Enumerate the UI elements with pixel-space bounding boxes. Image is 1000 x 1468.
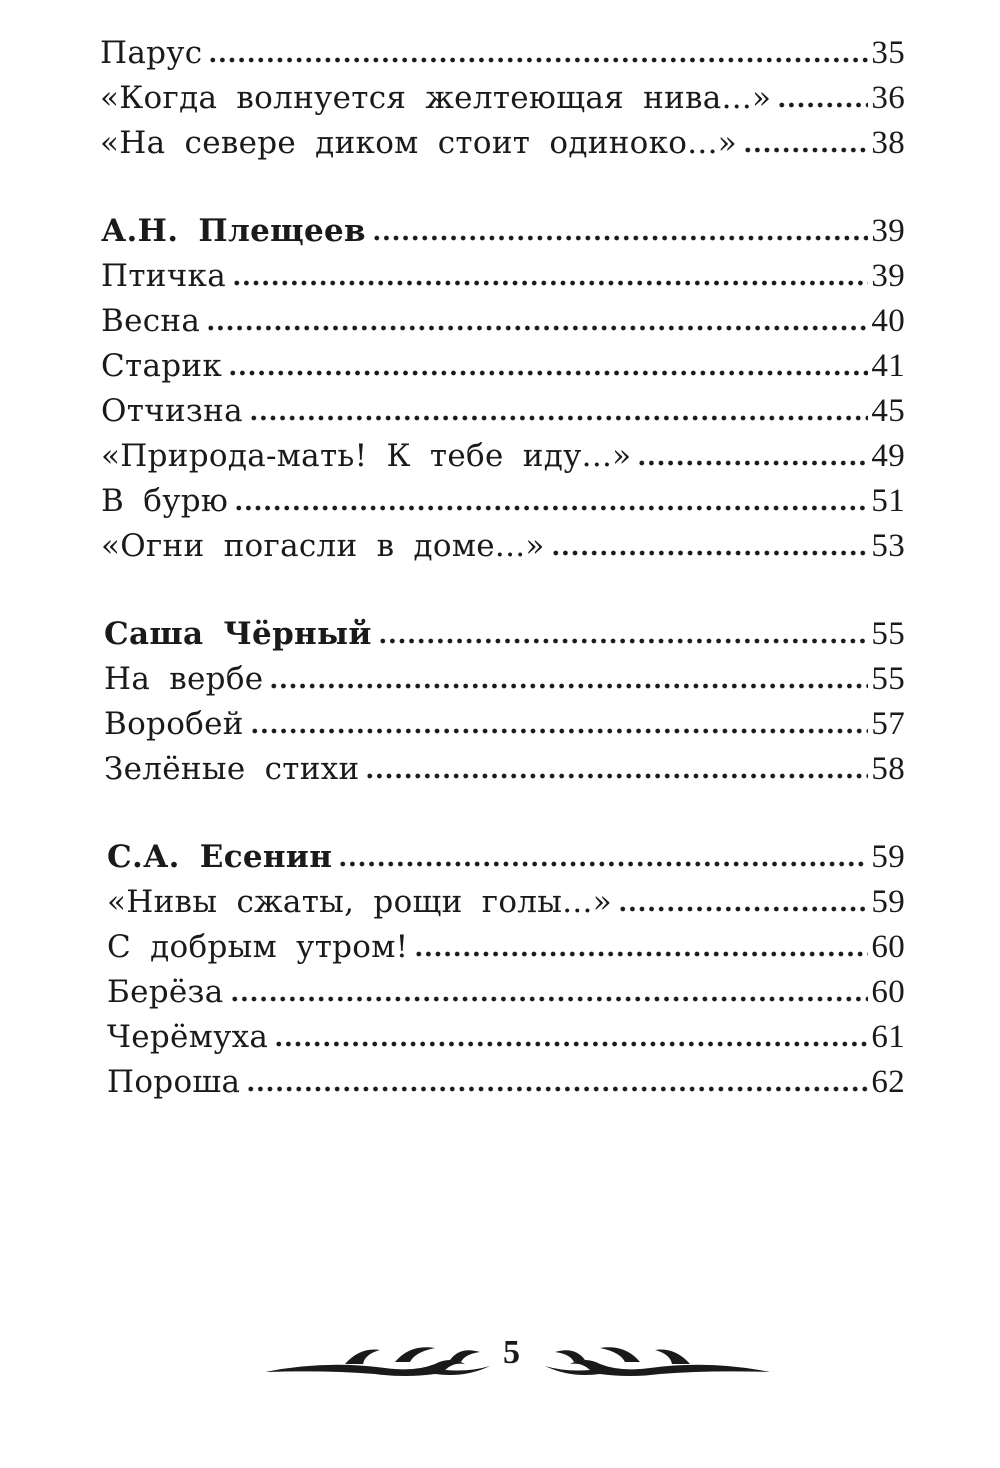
toc-author-row: [104, 616, 905, 661]
toc-entry-row: [101, 528, 905, 573]
dot-leader: [234, 505, 868, 511]
dot-leader: [378, 638, 869, 644]
page-number: 5: [503, 1334, 520, 1371]
entry-title: Воробей: [104, 706, 244, 742]
dot-leader: [743, 147, 868, 153]
entry-title: Зелёные стихи: [104, 751, 360, 787]
dot-leader: [206, 325, 868, 331]
page-ref: 59: [871, 884, 905, 920]
left-ornament-icon: [265, 1342, 490, 1382]
entry-title: На вербе: [104, 661, 264, 697]
dot-leader: [246, 1086, 868, 1092]
dot-leader: [232, 280, 868, 286]
toc-entry-row: [101, 393, 905, 438]
author-name: Саша Чёрный: [104, 616, 372, 652]
page-ref: 38: [871, 125, 905, 161]
entry-title: Пороша: [107, 1064, 241, 1100]
dot-leader: [777, 102, 868, 108]
page-ref: 39: [871, 213, 905, 249]
author-name: А.Н. Плещеев: [101, 213, 366, 249]
page-ref: 35: [871, 35, 905, 71]
dot-leader: [228, 370, 868, 376]
toc-entry-row: [101, 483, 905, 528]
toc-entry-row: [100, 35, 905, 80]
toc-entry-row: [101, 438, 905, 483]
entry-title: Отчизна: [101, 393, 243, 429]
table-of-contents: [100, 35, 905, 1152]
page-ref: 60: [871, 929, 905, 965]
dot-leader: [338, 861, 868, 867]
dot-leader: [372, 235, 868, 241]
toc-entry-row: [107, 1064, 905, 1109]
toc-entry-row: [107, 1019, 905, 1064]
entry-title: «Природа-мать! К тебе иду...»: [101, 438, 632, 474]
page-ref: 40: [871, 303, 905, 339]
page-ref: 58: [871, 751, 905, 787]
dot-leader: [230, 996, 869, 1002]
dot-leader: [365, 773, 868, 779]
toc-entry-row: [107, 884, 905, 929]
dot-leader: [551, 550, 869, 556]
page-ref: 61: [871, 1019, 905, 1055]
toc-section: [100, 35, 905, 170]
dot-leader: [269, 683, 868, 689]
entry-title: «Нивы сжаты, рощи голы...»: [107, 884, 612, 920]
page-footer: [0, 1330, 1000, 1390]
toc-entry-row: [100, 125, 905, 170]
entry-title: «Когда волнуется желтеющая нива...»: [100, 80, 772, 116]
page-ref: 59: [871, 839, 905, 875]
page-ref: 62: [871, 1064, 905, 1100]
toc-entry-row: [101, 348, 905, 393]
toc-author-row: [101, 213, 905, 258]
page-ref: 57: [871, 706, 905, 742]
page-ref: 55: [871, 616, 905, 652]
entry-title: Черёмуха: [107, 1019, 269, 1055]
toc-entry-row: [100, 80, 905, 125]
toc-section: [101, 213, 905, 573]
toc-section: [104, 616, 905, 796]
entry-title: С добрым утром!: [107, 929, 409, 965]
toc-entry-row: [107, 929, 905, 974]
entry-title: Старик: [101, 348, 223, 384]
toc-section: [107, 839, 905, 1109]
page-ref: 51: [871, 483, 905, 519]
right-ornament-icon: [545, 1342, 770, 1382]
entry-title: В бурю: [101, 483, 229, 519]
dot-leader: [414, 951, 868, 957]
entry-title: Весна: [101, 303, 201, 339]
dot-leader: [249, 415, 869, 421]
page-ref: 41: [871, 348, 905, 384]
page-ref: 45: [871, 393, 905, 429]
toc-entry-row: [107, 974, 905, 1019]
toc-entry-row: [101, 303, 905, 348]
dot-leader: [208, 57, 868, 63]
dot-leader: [274, 1041, 868, 1047]
page-ref: 49: [871, 438, 905, 474]
toc-entry-row: [104, 751, 905, 796]
toc-entry-row: [104, 661, 905, 706]
entry-title: Птичка: [101, 258, 226, 294]
toc-author-row: [107, 839, 905, 884]
page-ref: 55: [871, 661, 905, 697]
page-ref: 53: [871, 528, 905, 564]
toc-entry-row: [101, 258, 905, 303]
page-ref: 60: [871, 974, 905, 1010]
entry-title: «Огни погасли в доме...»: [101, 528, 545, 564]
dot-leader: [618, 906, 868, 912]
page-ref: 36: [871, 80, 905, 116]
dot-leader: [250, 728, 869, 734]
author-name: С.А. Есенин: [107, 839, 333, 875]
entry-title: Берёза: [107, 974, 224, 1010]
page-ref: 39: [871, 258, 905, 294]
entry-title: «На севере диком стоит одиноко...»: [100, 125, 737, 161]
dot-leader: [637, 460, 868, 466]
toc-entry-row: [104, 706, 905, 751]
entry-title: Парус: [100, 35, 203, 71]
